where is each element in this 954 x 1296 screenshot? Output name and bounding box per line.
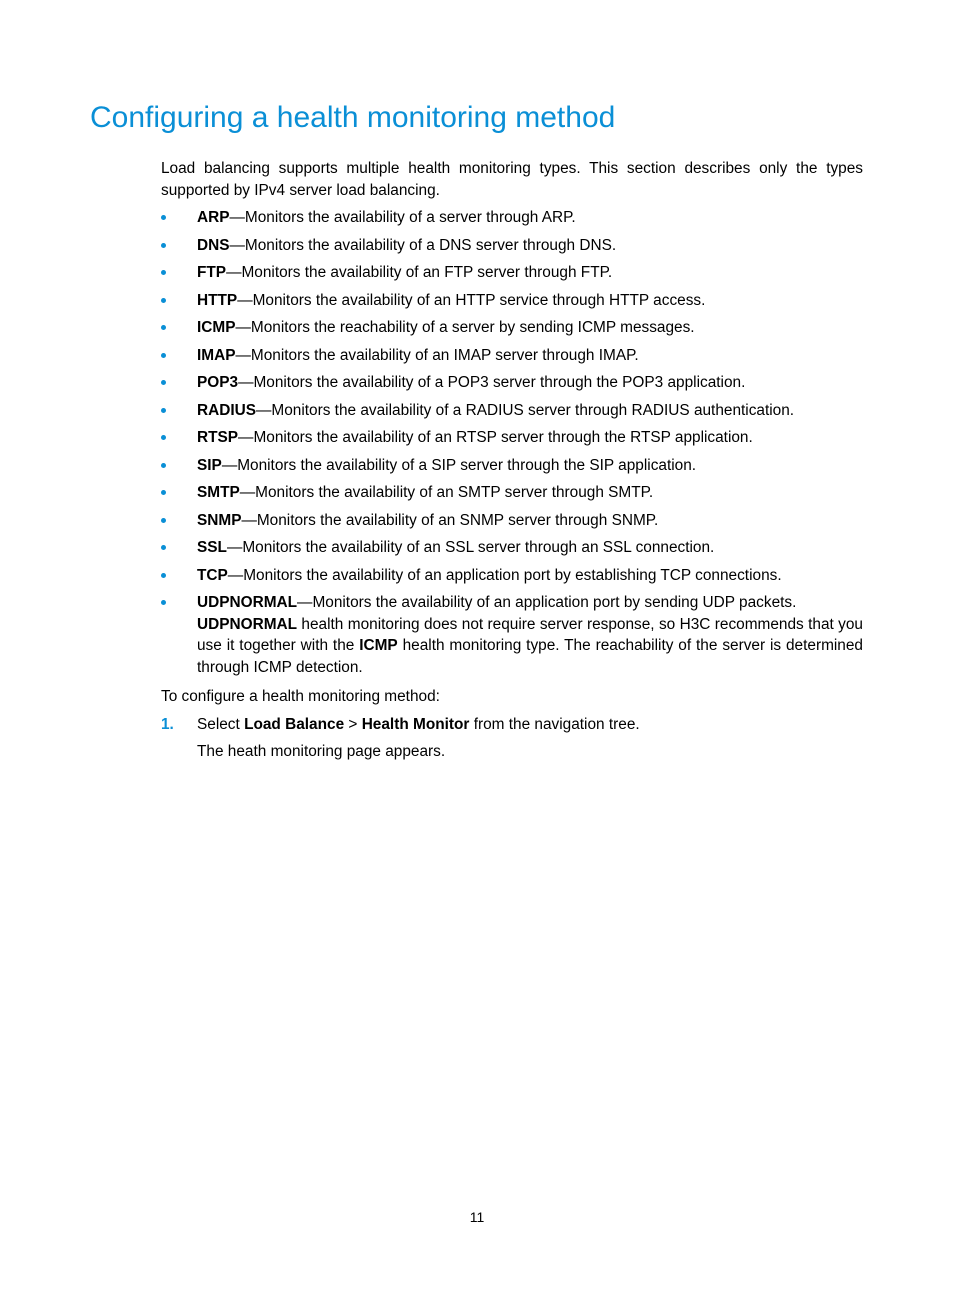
list-item: [161, 510, 863, 532]
type-description: —Monitors the availability of an SSL server through an SSL connection.: [226, 539, 715, 556]
type-name: SNMP: [197, 511, 242, 529]
note-text: health monitoring does not require server response, so H3C recommends that you use it together with the: [197, 615, 863, 654]
list-item: [161, 565, 863, 587]
type-name: DNS: [197, 236, 230, 254]
list-item: [161, 290, 863, 312]
bullet-icon: [161, 243, 166, 248]
type-description: —Monitors the availability of an RTSP server through the RTSP application.: [238, 429, 753, 446]
type-name: UDPNORMAL: [197, 594, 298, 611]
type-name: IMAP: [197, 346, 236, 364]
type-name: FTP: [197, 264, 227, 281]
list-item: [161, 345, 863, 367]
note-text: health monitoring type. The reachability of the server is determined through ICMP detection.: [197, 637, 863, 676]
type-name: RADIUS: [197, 401, 256, 419]
type-description: —Monitors the availability of an SMTP server through SMTP.: [239, 484, 654, 501]
step-number: 1.: [161, 715, 174, 733]
page-title: Configuring a health monitoring method: [90, 101, 616, 134]
type-name: RTSP: [197, 429, 239, 446]
type-description: —Monitors the availability of a DNS server through DNS.: [229, 236, 617, 254]
list-item: [161, 372, 863, 394]
list-item: [161, 317, 863, 339]
bullet-icon: [161, 518, 166, 523]
list-item: [161, 235, 863, 257]
step-text: from the navigation tree.: [469, 715, 640, 733]
procedure-lead: To configure a health monitoring method:: [161, 688, 440, 705]
type-name: TCP: [197, 566, 228, 584]
page-number: 11: [469, 1209, 485, 1225]
type-description: —Monitors the availability of an application port by establishing TCP connections.: [227, 566, 782, 584]
menu-item-health-monitor: Health Monitor: [361, 715, 470, 733]
type-description: —Monitors the availability of an SNMP server through SNMP.: [241, 511, 659, 529]
content-body: [161, 158, 863, 763]
type-name: SSL: [197, 539, 227, 556]
type-description: —Monitors the availability of a RADIUS server through RADIUS authentication.: [256, 401, 795, 419]
list-item: [161, 207, 863, 229]
type-description: —Monitors the availability of an application port by sending UDP packets.: [297, 594, 797, 611]
bullet-icon: [161, 380, 166, 385]
type-name: POP3: [197, 374, 239, 391]
note-icmp-name: ICMP: [359, 637, 398, 654]
type-name: HTTP: [197, 291, 238, 309]
bullet-icon: [161, 435, 166, 440]
health-monitor-type-list: [161, 207, 863, 678]
bullet-icon: [161, 463, 166, 468]
list-item: [161, 537, 863, 559]
bullet-icon: [161, 325, 166, 330]
type-description: —Monitors the availability of a SIP server through the SIP application.: [221, 456, 697, 474]
list-item: [161, 262, 863, 284]
type-name: ICMP: [197, 319, 236, 336]
intro-paragraph: Load balancing supports multiple health monitoring types. This section describes only the types supported by IPv4 server load balancing.: [161, 160, 863, 199]
type-description: —Monitors the availability of an HTTP service through HTTP access.: [237, 291, 706, 309]
type-description: —Monitors the availability of a POP3 server through the POP3 application.: [238, 374, 746, 391]
note-type-name: UDPNORMAL: [197, 615, 298, 633]
bullet-icon: [161, 298, 166, 303]
type-description: —Monitors the availability of an FTP server through FTP.: [226, 264, 613, 281]
bullet-icon: [161, 408, 166, 413]
list-item: [161, 482, 863, 504]
type-description: —Monitors the availability of a server through ARP.: [229, 209, 576, 226]
step-result: The heath monitoring page appears.: [197, 743, 446, 760]
menu-separator: >: [344, 715, 362, 733]
step-text: Select: [197, 715, 245, 733]
bullet-icon: [161, 490, 166, 495]
type-description: —Monitors the reachability of a server by sending ICMP messages.: [235, 319, 695, 336]
type-name: ARP: [197, 209, 230, 226]
list-item: [161, 455, 863, 477]
bullet-icon: [161, 573, 166, 578]
bullet-icon: [161, 600, 166, 605]
bullet-icon: [161, 545, 166, 550]
type-name: SMTP: [197, 484, 240, 501]
list-item: [161, 400, 863, 422]
list-item: [161, 427, 863, 449]
type-description: —Monitors the availability of an IMAP server through IMAP.: [235, 346, 639, 364]
bullet-icon: [161, 215, 166, 220]
list-item-udpnormal: [161, 592, 863, 678]
bullet-icon: [161, 270, 166, 275]
menu-item-load-balance: Load Balance: [244, 715, 345, 733]
type-name: SIP: [197, 456, 222, 474]
procedure-step-1: [161, 714, 863, 736]
bullet-icon: [161, 353, 166, 358]
